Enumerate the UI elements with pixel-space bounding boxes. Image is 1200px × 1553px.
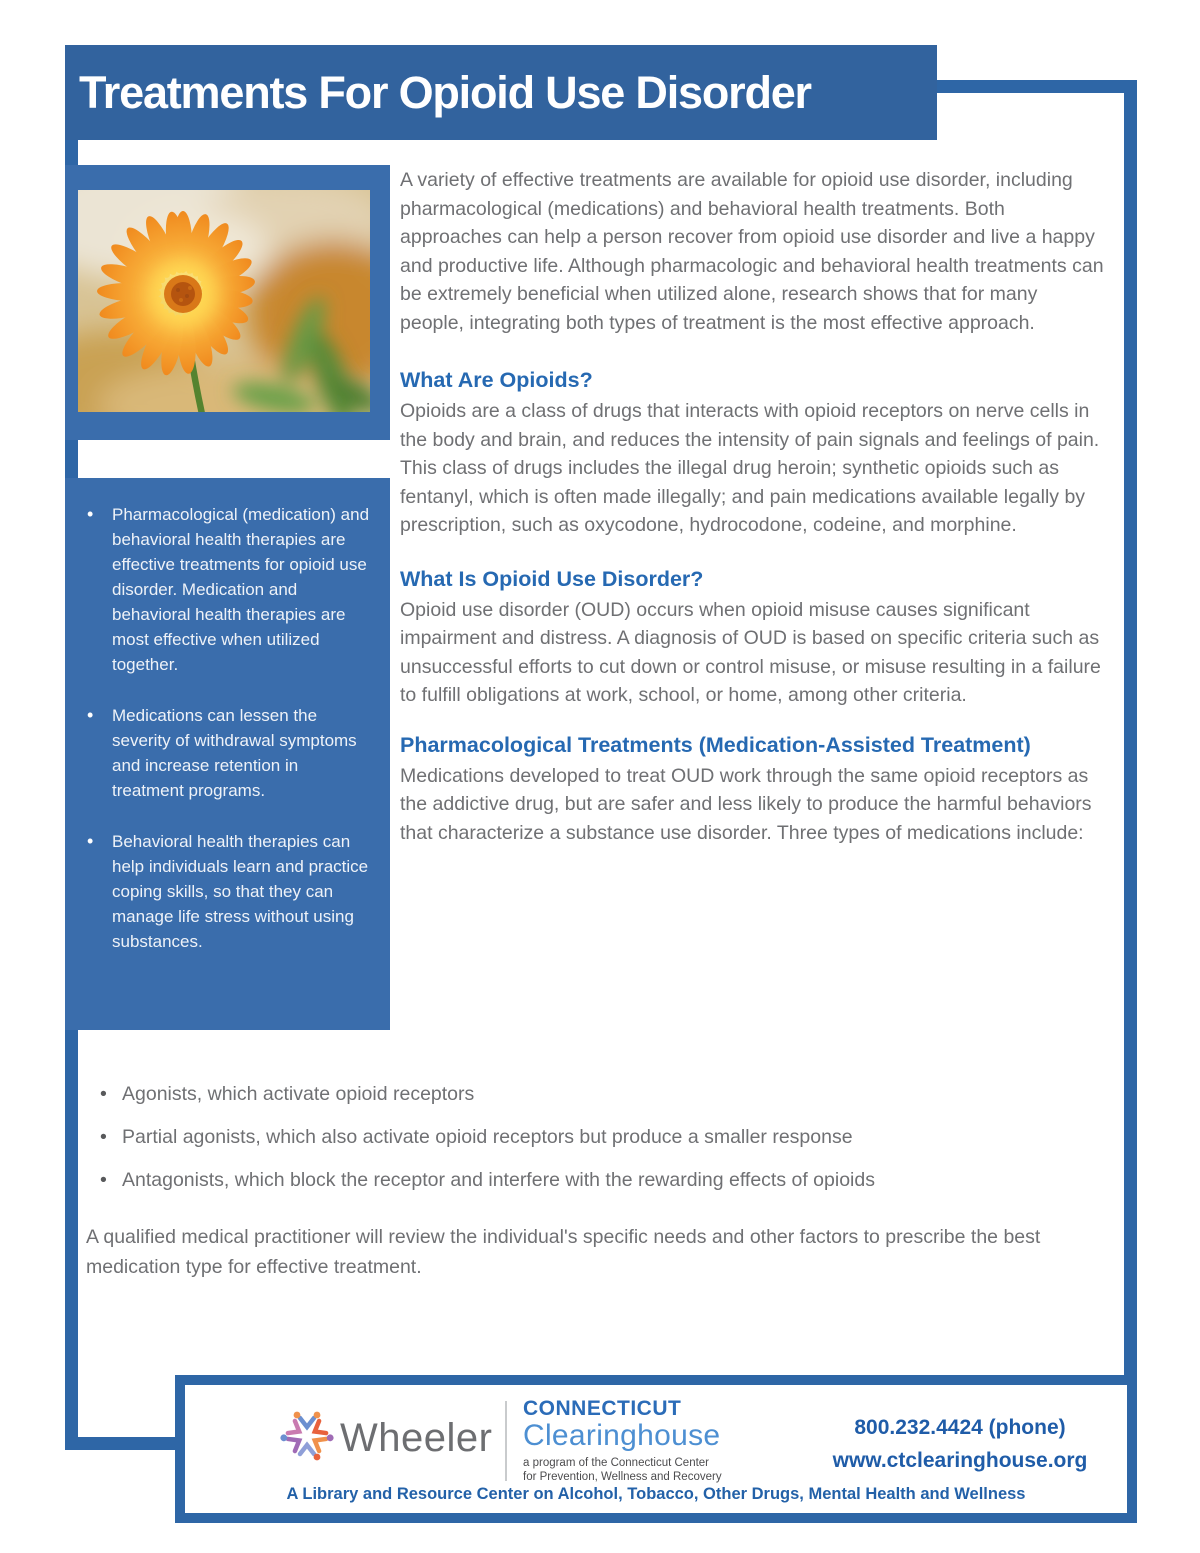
medication-type-bullet: • Agonists, which activate opioid receptors: [100, 1082, 1110, 1107]
clearinghouse-logo: [523, 1397, 722, 1484]
title-bar: [65, 45, 937, 140]
section-body-pharmacological: Medications developed to treat OUD work through the same opioid receptors as the addictive drug, but are safer and less likely to produce the harmful behaviors that characterize a substance use disorder. Three types of medications include:: [400, 764, 1092, 844]
medication-type-bullet: • Antagonists, which block the receptor and interfere with the rewarding effects of opioids: [100, 1168, 1110, 1193]
sidebar-bullet: • Pharmacological (medication) and behavioral health therapies are effective treatments for opioid use disorder. Medication and behavioral health therapies are most effective when utilized together.: [85, 502, 372, 677]
section-body-opioids: Opioids are a class of drugs that interacts with opioid receptors on nerve cells in the body and brain, and reduces the intensity of pain signals and feelings of pain. This class of drugs includes the illegal drug heroin; synthetic opioids such as fentanyl, which is often made illegally; and pain medications available legally by prescription, such as oxycodone, hydrocodone, codeine, and morphine.: [400, 400, 1100, 536]
sidebar-bullet: • Behavioral health therapies can help individuals learn and practice coping skills, so that they can manage life stress without using substances.: [85, 829, 372, 954]
intro-paragraph: A variety of effective treatments are available for opioid use disorder, including pharmacological (medications) and behavioral health treatments. Both approaches can help a person recover from opioid use disorder and live a happy and productive life. Although pharmacologic and behavioral health treatments can be extremely beneficial when utilized alone, research shows that for many people, integrating both types of treatment is the most effective approach.: [400, 169, 1104, 334]
phone-number: 800.232.4424 (phone): [854, 1416, 1066, 1439]
wheeler-star-icon: [280, 1409, 334, 1468]
sidebar-photo-box: [65, 165, 390, 440]
footer-divider: [505, 1401, 507, 1481]
clearinghouse-line1: CONNECTICUT: [523, 1397, 682, 1420]
sidebar-key-points: [65, 478, 390, 1030]
main-content: [400, 166, 1106, 847]
footer: [175, 1375, 1137, 1523]
clearinghouse-subline2: for Prevention, Wellness and Recovery: [523, 1471, 722, 1483]
closing-paragraph: A qualified medical practitioner will review the individual's specific needs and other factors to prescribe the best medication type for effective treatment.: [86, 1226, 1041, 1278]
footer-tagline: A Library and Resource Center on Alcohol, Tobacco, Other Drugs, Mental Health and Wellness: [286, 1485, 1026, 1503]
medication-types-list: [100, 1082, 1110, 1211]
section-heading-oud: What Is Opioid Use Disorder?: [400, 566, 704, 591]
medication-type-bullet: • Partial agonists, which also activate opioid receptors but produce a smaller response: [100, 1125, 1110, 1150]
sidebar-bullet-list: [85, 502, 372, 954]
clearinghouse-line2: Clearinghouse: [523, 1419, 721, 1452]
section-heading-opioids: What Are Opioids?: [400, 368, 593, 392]
contact-info: [800, 1411, 1120, 1477]
website-link[interactable]: www.ctclearinghouse.org: [832, 1449, 1088, 1472]
title-divider-band: [78, 140, 390, 165]
page-title: Treatments For Opioid Use Disorder: [79, 66, 811, 118]
clearinghouse-subline1: a program of the Connecticut Center: [523, 1457, 710, 1469]
flower-photo: [78, 190, 370, 412]
section-body-oud: Opioid use disorder (OUD) occurs when opioid misuse causes significant impairment and distress. A diagnosis of OUD is based on specific criteria such as unsuccessful efforts to cut down or control misuse, or misuse resulting in a failure to fulfill obligations at work, school, or home, among other criteria.: [400, 598, 1101, 706]
sidebar-bullet: • Medications can lessen the severity of withdrawal symptoms and increase retention in treatment programs.: [85, 703, 372, 803]
wheeler-logo: [280, 1409, 492, 1468]
section-heading-pharmacological: Pharmacological Treatments (Medication-Assisted Treatment): [400, 732, 1031, 757]
wheeler-wordmark: Wheeler: [340, 1416, 493, 1460]
